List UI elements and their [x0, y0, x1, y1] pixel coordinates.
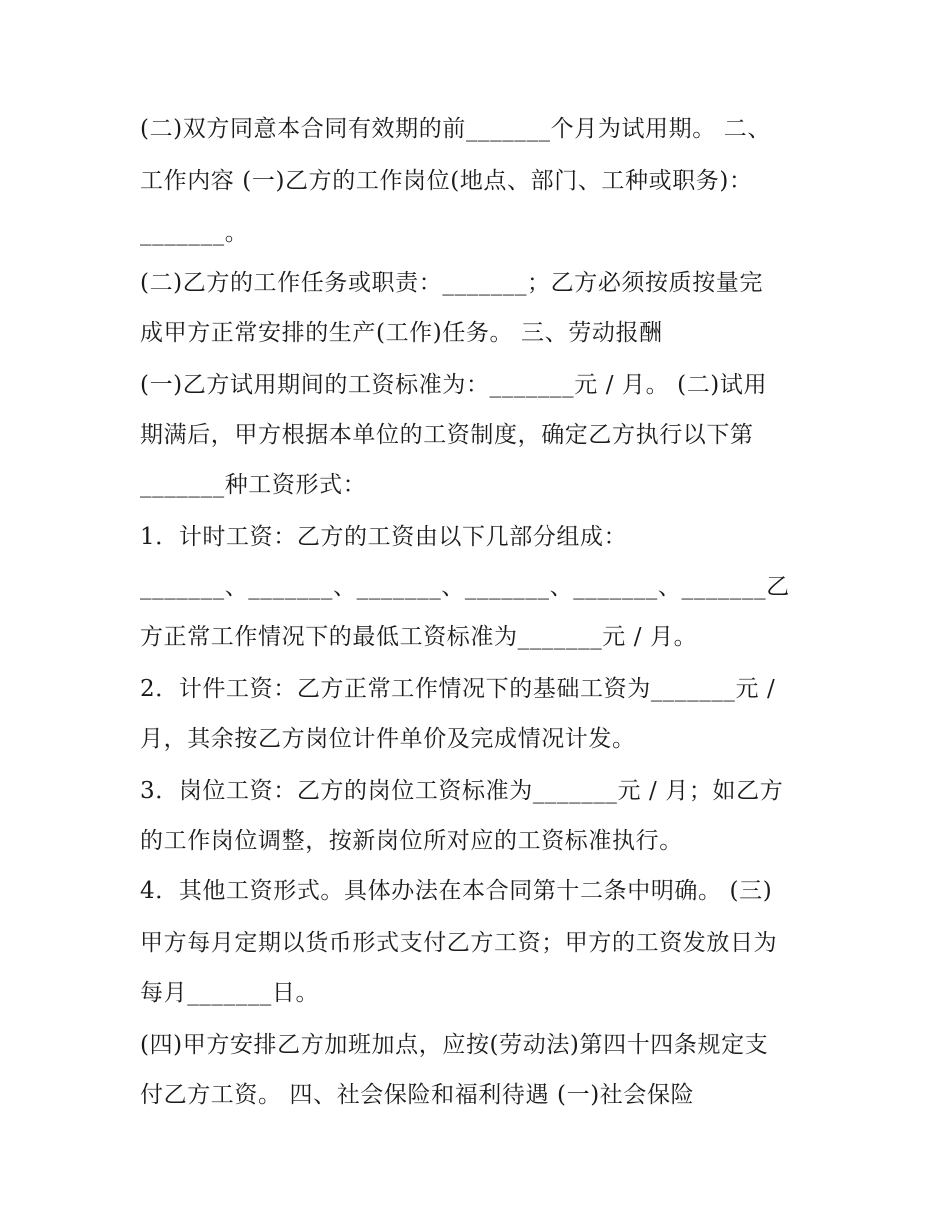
text-line: 成甲方正常安排的生产(工作)任务。 三、劳动报酬	[140, 320, 663, 346]
text-line: (四)甲方安排乙方加班加点，应按(劳动法)第四十四条规定支	[140, 1032, 769, 1058]
text-line: (一)乙方试用期间的工资标准为：_______元 / 月。 (二)试用	[140, 372, 768, 398]
text-line: 付乙方工资。 四、社会保险和福利待遇 (一)社会保险	[140, 1082, 695, 1108]
text-line: _______、_______、_______、_______、_______、_______乙	[140, 574, 790, 600]
text-line: 的工作岗位调整，按新岗位所对应的工资标准执行。	[140, 828, 683, 854]
text-line: 月，其余按乙方岗位计件单价及完成情况计发。	[140, 726, 636, 752]
text-line: 甲方每月定期以货币形式支付乙方工资；甲方的工资发放日为	[140, 930, 778, 956]
text-line: 每月_______日。	[140, 980, 320, 1006]
text-line: _______种工资形式：	[140, 472, 367, 498]
text-line: 方正常工作情况下的最低工资标准为_______元 / 月。	[140, 624, 698, 650]
text-line: 工作内容 (一)乙方的工作岗位(地点、部门、工种或职务)：	[140, 168, 753, 194]
text-line: (二)乙方的工作任务或职责：_______；乙方必须按质按量完	[140, 270, 764, 296]
text-line: 1．计时工资：乙方的工资由以下几部分组成：	[140, 524, 628, 550]
text-line: 期满后，甲方根据本单位的工资制度，确定乙方执行以下第	[140, 422, 754, 448]
text-line: 4．其他工资形式。具体办法在本合同第十二条中明确。 (三)	[140, 878, 773, 904]
text-line: _______。	[140, 220, 249, 246]
text-line: 2．计件工资：乙方正常工作情况下的基础工资为_______元 /	[140, 676, 776, 702]
text-line: (二)双方同意本合同有效期的前_______个月为试用期。 二、	[140, 116, 771, 142]
text-line: 3．岗位工资：乙方的岗位工资标准为_______元 / 月；如乙方	[140, 778, 784, 804]
